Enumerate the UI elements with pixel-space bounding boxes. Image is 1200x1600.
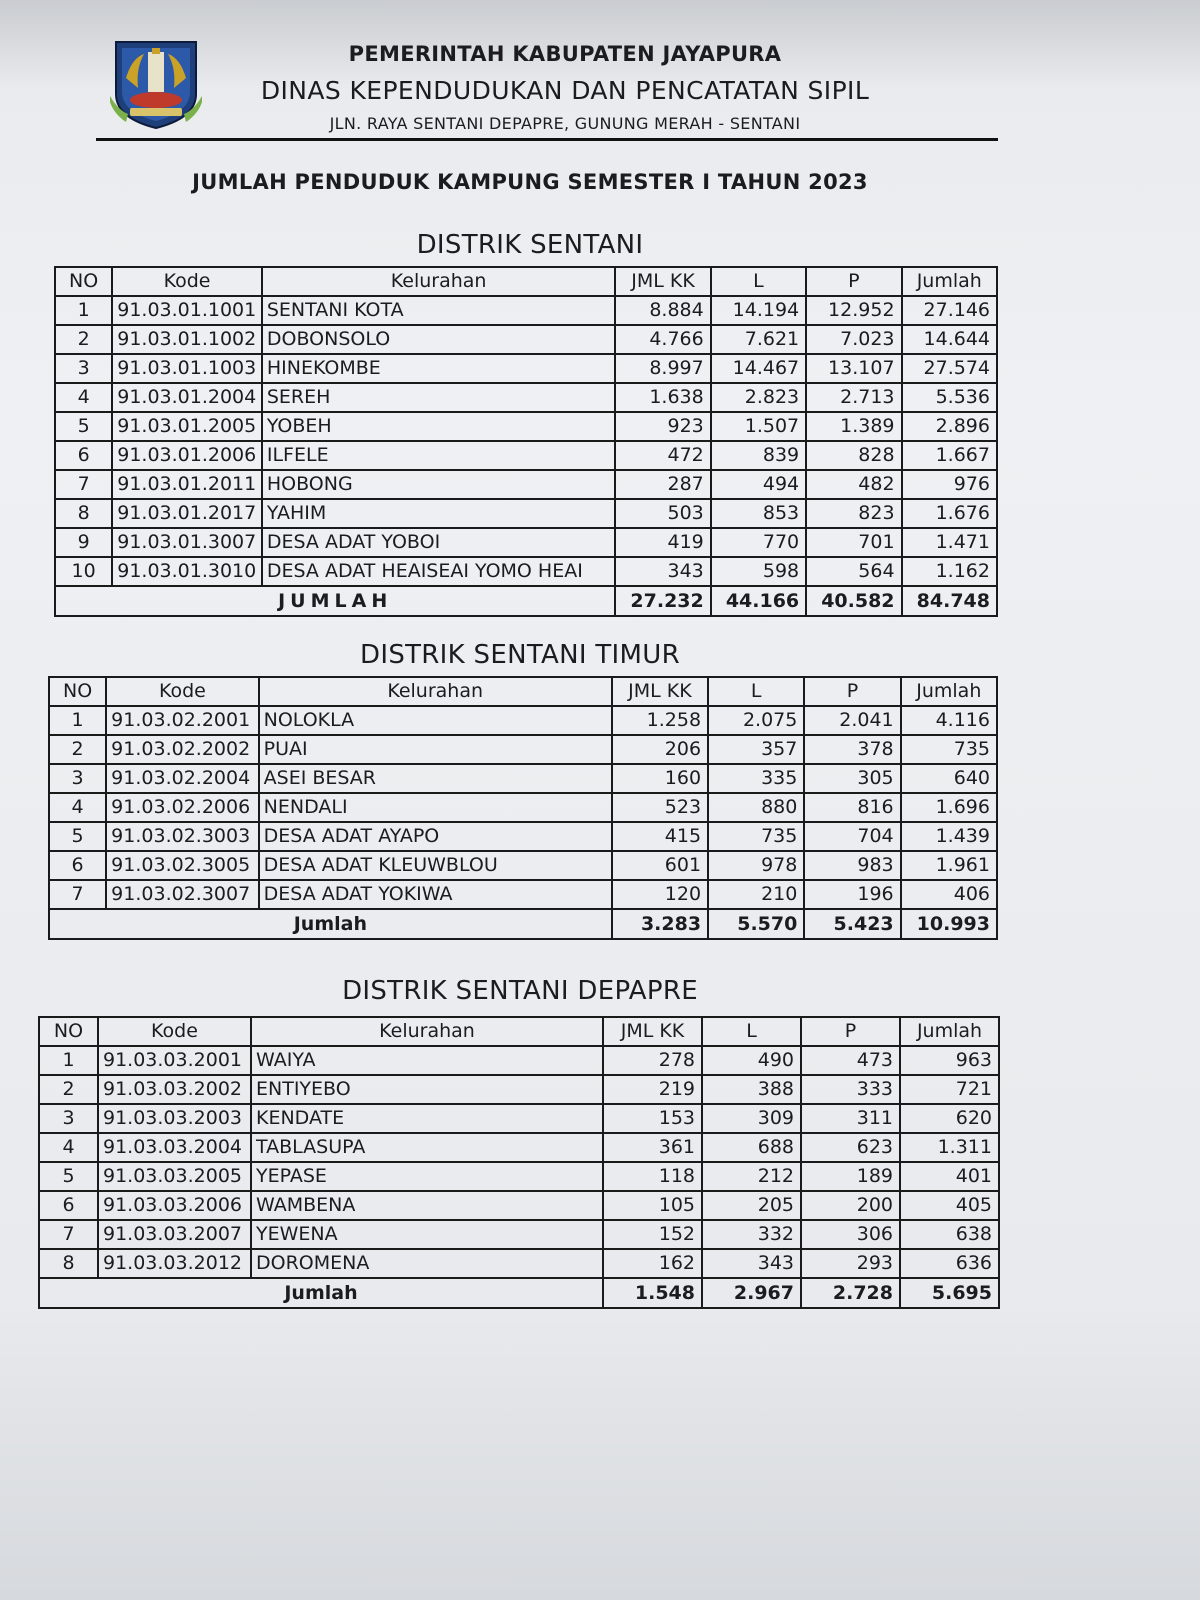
total-jumlah: 10.993: [901, 909, 997, 939]
cell-kelurahan: SEREH: [262, 383, 616, 412]
cell-kode: 91.03.01.1003: [112, 354, 262, 383]
cell-l: 490: [702, 1046, 801, 1075]
cell-p: 2.041: [804, 706, 900, 735]
total-l: 5.570: [708, 909, 804, 939]
cell-jumlah: 735: [901, 735, 997, 764]
cell-kelurahan: SENTANI KOTA: [262, 296, 616, 325]
cell-kelurahan: PUAI: [259, 735, 612, 764]
cell-p: 704: [804, 822, 900, 851]
cell-p: 473: [801, 1046, 900, 1075]
cell-kode: 91.03.02.2004: [106, 764, 258, 793]
table-row: [55, 441, 997, 470]
col-header-l: L: [711, 267, 806, 296]
cell-jml-kk: 162: [603, 1249, 702, 1278]
col-header-jumlah: Jumlah: [900, 1017, 999, 1046]
table-row: [49, 706, 997, 735]
cell-jml-kk: 278: [603, 1046, 702, 1075]
table-row: [39, 1075, 999, 1104]
cell-kode: 91.03.02.2002: [106, 735, 258, 764]
cell-jumlah: 5.536: [902, 383, 997, 412]
cell-kode: 91.03.02.3003: [106, 822, 258, 851]
cell-jml-kk: 287: [615, 470, 710, 499]
col-header-kelurahan: Kelurahan: [262, 267, 616, 296]
cell-kelurahan: ILFELE: [262, 441, 616, 470]
header-divider: [96, 138, 998, 141]
cell-jumlah: 1.311: [900, 1133, 999, 1162]
cell-l: 357: [708, 735, 804, 764]
cell-no: 3: [49, 764, 106, 793]
table-row: [49, 822, 997, 851]
cell-kode: 91.03.03.2006: [98, 1191, 251, 1220]
cell-p: 828: [806, 441, 901, 470]
cell-jml-kk: 160: [612, 764, 708, 793]
cell-no: 2: [55, 325, 112, 354]
cell-l: 880: [708, 793, 804, 822]
cell-jumlah: 1.961: [901, 851, 997, 880]
cell-no: 7: [55, 470, 112, 499]
cell-l: 210: [708, 880, 804, 909]
cell-p: 816: [804, 793, 900, 822]
cell-p: 378: [804, 735, 900, 764]
cell-kelurahan: YEWENA: [251, 1220, 603, 1249]
cell-no: 8: [55, 499, 112, 528]
cell-no: 3: [55, 354, 112, 383]
cell-jumlah: 976: [902, 470, 997, 499]
cell-no: 7: [39, 1220, 98, 1249]
cell-kode: 91.03.01.1002: [112, 325, 262, 354]
header-address-line: JLN. RAYA SENTANI DEPAPRE, GUNUNG MERAH - SENTANI: [329, 114, 801, 133]
cell-no: 5: [39, 1162, 98, 1191]
cell-kode: 91.03.01.2011: [112, 470, 262, 499]
cell-kelurahan: DESA ADAT HEAISEAI YOMO HEAI: [262, 557, 616, 586]
table-header-row: [49, 677, 997, 706]
cell-kode: 91.03.02.2001: [106, 706, 258, 735]
cell-l: 2.823: [711, 383, 806, 412]
cell-jumlah: 14.644: [902, 325, 997, 354]
cell-p: 2.713: [806, 383, 901, 412]
cell-jumlah: 1.676: [902, 499, 997, 528]
col-header-jml-kk: JML KK: [603, 1017, 702, 1046]
cell-l: 335: [708, 764, 804, 793]
cell-l: 853: [711, 499, 806, 528]
cell-no: 6: [39, 1191, 98, 1220]
regency-emblem-icon: [108, 38, 204, 130]
cell-l: 770: [711, 528, 806, 557]
cell-jml-kk: 361: [603, 1133, 702, 1162]
cell-p: 1.389: [806, 412, 901, 441]
district-title-sentani-timur: DISTRIK SENTANI TIMUR: [360, 640, 680, 670]
col-header-jumlah: Jumlah: [901, 677, 997, 706]
cell-l: 14.467: [711, 354, 806, 383]
cell-kelurahan: NENDALI: [259, 793, 612, 822]
cell-jumlah: 638: [900, 1220, 999, 1249]
cell-jml-kk: 8.997: [615, 354, 710, 383]
cell-kode: 91.03.03.2005: [98, 1162, 251, 1191]
cell-jml-kk: 923: [615, 412, 710, 441]
col-header-kode: Kode: [106, 677, 258, 706]
col-header-p: P: [801, 1017, 900, 1046]
cell-p: 305: [804, 764, 900, 793]
cell-kelurahan: YEPASE: [251, 1162, 603, 1191]
cell-jml-kk: 8.884: [615, 296, 710, 325]
cell-kode: 91.03.03.2007: [98, 1220, 251, 1249]
cell-jml-kk: 343: [615, 557, 710, 586]
cell-jml-kk: 1.638: [615, 383, 710, 412]
cell-kelurahan: DOROMENA: [251, 1249, 603, 1278]
cell-no: 6: [55, 441, 112, 470]
cell-jml-kk: 1.258: [612, 706, 708, 735]
cell-jumlah: 401: [900, 1162, 999, 1191]
cell-kelurahan: ASEI BESAR: [259, 764, 612, 793]
cell-kode: 91.03.01.3010: [112, 557, 262, 586]
cell-no: 7: [49, 880, 106, 909]
col-header-l: L: [702, 1017, 801, 1046]
cell-kode: 91.03.01.2005: [112, 412, 262, 441]
table-row: [55, 557, 997, 586]
cell-no: 9: [55, 528, 112, 557]
cell-l: 1.507: [711, 412, 806, 441]
population-table-sentani-depapre: [38, 1016, 1000, 1309]
cell-kode: 91.03.03.2002: [98, 1075, 251, 1104]
cell-kelurahan: KENDATE: [251, 1104, 603, 1133]
total-jml-kk: 3.283: [612, 909, 708, 939]
table-row: [39, 1133, 999, 1162]
cell-jml-kk: 152: [603, 1220, 702, 1249]
cell-l: 212: [702, 1162, 801, 1191]
cell-p: 196: [804, 880, 900, 909]
total-jumlah: 5.695: [900, 1278, 999, 1308]
cell-kode: 91.03.01.2006: [112, 441, 262, 470]
cell-kode: 91.03.02.3007: [106, 880, 258, 909]
cell-kelurahan: WAIYA: [251, 1046, 603, 1075]
col-header-kelurahan: Kelurahan: [259, 677, 612, 706]
cell-kode: 91.03.02.3005: [106, 851, 258, 880]
table-total-row: [39, 1278, 999, 1308]
cell-no: 5: [49, 822, 106, 851]
table-row: [55, 296, 997, 325]
table-row: [55, 499, 997, 528]
cell-kelurahan: YAHIM: [262, 499, 616, 528]
cell-kelurahan: HOBONG: [262, 470, 616, 499]
total-l: 2.967: [702, 1278, 801, 1308]
header-agency-line: DINAS KEPENDUDUKAN DAN PENCATATAN SIPIL: [260, 76, 870, 105]
cell-kode: 91.03.01.2017: [112, 499, 262, 528]
cell-jml-kk: 419: [615, 528, 710, 557]
cell-p: 12.952: [806, 296, 901, 325]
table-row: [39, 1249, 999, 1278]
cell-kelurahan: DESA ADAT YOBOI: [262, 528, 616, 557]
total-jml-kk: 1.548: [603, 1278, 702, 1308]
cell-jumlah: 27.574: [902, 354, 997, 383]
table-row: [39, 1046, 999, 1075]
table-row: [39, 1104, 999, 1133]
cell-l: 978: [708, 851, 804, 880]
table-row: [55, 354, 997, 383]
district-title-sentani-depapre: DISTRIK SENTANI DEPAPRE: [342, 976, 698, 1006]
cell-p: 13.107: [806, 354, 901, 383]
col-header-p: P: [806, 267, 901, 296]
cell-p: 333: [801, 1075, 900, 1104]
cell-jumlah: 1.162: [902, 557, 997, 586]
col-header-p: P: [804, 677, 900, 706]
cell-p: 623: [801, 1133, 900, 1162]
cell-p: 293: [801, 1249, 900, 1278]
cell-kode: 91.03.03.2003: [98, 1104, 251, 1133]
cell-kelurahan: NOLOKLA: [259, 706, 612, 735]
cell-no: 4: [55, 383, 112, 412]
cell-jml-kk: 601: [612, 851, 708, 880]
col-header-l: L: [708, 677, 804, 706]
total-l: 44.166: [711, 586, 806, 616]
cell-p: 701: [806, 528, 901, 557]
cell-jml-kk: 503: [615, 499, 710, 528]
col-header-kelurahan: Kelurahan: [251, 1017, 603, 1046]
cell-kelurahan: DESA ADAT AYAPO: [259, 822, 612, 851]
cell-l: 839: [711, 441, 806, 470]
cell-jumlah: 1.667: [902, 441, 997, 470]
total-p: 40.582: [806, 586, 901, 616]
cell-p: 564: [806, 557, 901, 586]
col-header-kode: Kode: [112, 267, 262, 296]
table-total-row: [49, 909, 997, 939]
cell-jumlah: 640: [901, 764, 997, 793]
cell-p: 311: [801, 1104, 900, 1133]
cell-kelurahan: WAMBENA: [251, 1191, 603, 1220]
cell-p: 823: [806, 499, 901, 528]
cell-no: 2: [49, 735, 106, 764]
col-header-no: NO: [39, 1017, 98, 1046]
total-label: Jumlah: [49, 909, 612, 939]
cell-jumlah: 1.471: [902, 528, 997, 557]
cell-kelurahan: DESA ADAT KLEUWBLOU: [259, 851, 612, 880]
cell-l: 735: [708, 822, 804, 851]
cell-kode: 91.03.03.2001: [98, 1046, 251, 1075]
cell-jumlah: 636: [900, 1249, 999, 1278]
cell-no: 4: [39, 1133, 98, 1162]
cell-jml-kk: 118: [603, 1162, 702, 1191]
cell-l: 14.194: [711, 296, 806, 325]
cell-kode: 91.03.03.2012: [98, 1249, 251, 1278]
cell-l: 205: [702, 1191, 801, 1220]
cell-no: 1: [39, 1046, 98, 1075]
table-row: [49, 793, 997, 822]
cell-jumlah: 1.439: [901, 822, 997, 851]
district-title-sentani: DISTRIK SENTANI: [416, 230, 644, 260]
cell-l: 332: [702, 1220, 801, 1249]
total-label: JUMLAH: [55, 586, 615, 616]
cell-jml-kk: 4.766: [615, 325, 710, 354]
table-row: [55, 325, 997, 354]
col-header-kode: Kode: [98, 1017, 251, 1046]
table-header-row: [55, 267, 997, 296]
cell-l: 388: [702, 1075, 801, 1104]
table-row: [49, 851, 997, 880]
col-header-jml-kk: JML KK: [615, 267, 710, 296]
cell-p: 983: [804, 851, 900, 880]
cell-no: 2: [39, 1075, 98, 1104]
cell-no: 1: [55, 296, 112, 325]
cell-jml-kk: 523: [612, 793, 708, 822]
cell-jumlah: 1.696: [901, 793, 997, 822]
cell-kelurahan: YOBEH: [262, 412, 616, 441]
col-header-jml-kk: JML KK: [612, 677, 708, 706]
cell-no: 8: [39, 1249, 98, 1278]
cell-kode: 91.03.01.2004: [112, 383, 262, 412]
table-row: [39, 1191, 999, 1220]
col-header-no: NO: [49, 677, 106, 706]
total-p: 5.423: [804, 909, 900, 939]
cell-jml-kk: 206: [612, 735, 708, 764]
cell-p: 482: [806, 470, 901, 499]
document-title: JUMLAH PENDUDUK KAMPUNG SEMESTER I TAHUN 2023: [192, 170, 868, 194]
table-row: [39, 1162, 999, 1191]
table-row: [49, 880, 997, 909]
cell-p: 306: [801, 1220, 900, 1249]
cell-jml-kk: 472: [615, 441, 710, 470]
cell-kelurahan: TABLASUPA: [251, 1133, 603, 1162]
table-row: [55, 412, 997, 441]
cell-l: 2.075: [708, 706, 804, 735]
cell-kelurahan: DOBONSOLO: [262, 325, 616, 354]
total-label: Jumlah: [39, 1278, 603, 1308]
cell-p: 7.023: [806, 325, 901, 354]
cell-no: 4: [49, 793, 106, 822]
cell-p: 200: [801, 1191, 900, 1220]
cell-l: 598: [711, 557, 806, 586]
cell-p: 189: [801, 1162, 900, 1191]
cell-jml-kk: 120: [612, 880, 708, 909]
cell-kode: 91.03.01.1001: [112, 296, 262, 325]
cell-l: 688: [702, 1133, 801, 1162]
table-row: [49, 764, 997, 793]
cell-no: 3: [39, 1104, 98, 1133]
cell-l: 7.621: [711, 325, 806, 354]
table-row: [55, 528, 997, 557]
cell-jml-kk: 105: [603, 1191, 702, 1220]
total-jumlah: 84.748: [902, 586, 997, 616]
cell-kode: 91.03.02.2006: [106, 793, 258, 822]
table-row: [39, 1220, 999, 1249]
total-jml-kk: 27.232: [615, 586, 710, 616]
population-table-sentani-timur: [48, 676, 998, 940]
cell-jml-kk: 153: [603, 1104, 702, 1133]
cell-no: 1: [49, 706, 106, 735]
cell-jumlah: 2.896: [902, 412, 997, 441]
cell-kode: 91.03.01.3007: [112, 528, 262, 557]
cell-jml-kk: 415: [612, 822, 708, 851]
col-header-jumlah: Jumlah: [902, 267, 997, 296]
col-header-no: NO: [55, 267, 112, 296]
table-header-row: [39, 1017, 999, 1046]
cell-jml-kk: 219: [603, 1075, 702, 1104]
population-table-sentani: [54, 266, 998, 617]
cell-l: 494: [711, 470, 806, 499]
header-government-line: PEMERINTAH KABUPATEN JAYAPURA: [348, 42, 782, 66]
cell-kelurahan: ENTIYEBO: [251, 1075, 603, 1104]
table-row: [55, 383, 997, 412]
cell-kelurahan: DESA ADAT YOKIWA: [259, 880, 612, 909]
cell-no: 5: [55, 412, 112, 441]
cell-jumlah: 721: [900, 1075, 999, 1104]
cell-jumlah: 620: [900, 1104, 999, 1133]
cell-kelurahan: HINEKOMBE: [262, 354, 616, 383]
cell-jumlah: 405: [900, 1191, 999, 1220]
table-row: [55, 470, 997, 499]
cell-l: 343: [702, 1249, 801, 1278]
total-p: 2.728: [801, 1278, 900, 1308]
cell-jumlah: 406: [901, 880, 997, 909]
cell-jumlah: 4.116: [901, 706, 997, 735]
cell-kode: 91.03.03.2004: [98, 1133, 251, 1162]
table-total-row: [55, 586, 997, 616]
cell-jumlah: 27.146: [902, 296, 997, 325]
cell-no: 6: [49, 851, 106, 880]
cell-no: 10: [55, 557, 112, 586]
cell-jumlah: 963: [900, 1046, 999, 1075]
cell-l: 309: [702, 1104, 801, 1133]
table-row: [49, 735, 997, 764]
